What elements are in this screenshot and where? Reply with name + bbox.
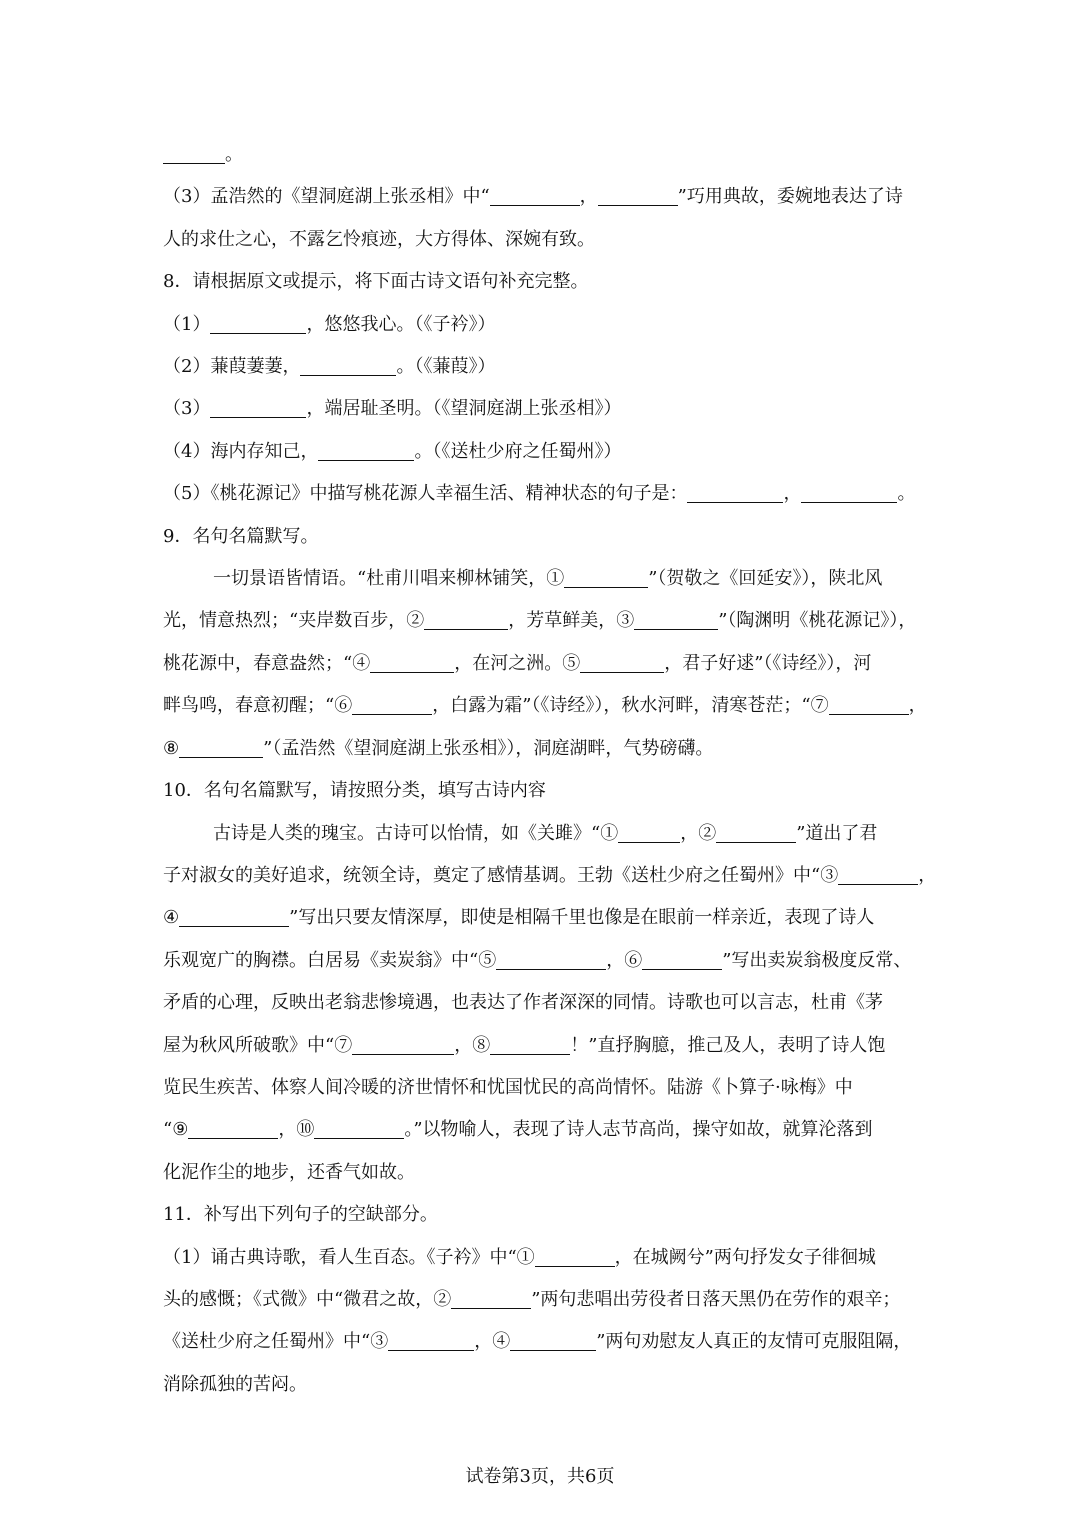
blank[interactable] [163, 143, 225, 164]
blank[interactable] [687, 482, 783, 503]
blank[interactable] [352, 1034, 454, 1055]
q11-title: 11．补写出下列句子的空缺部分。 [163, 1204, 438, 1226]
q7-3: （3）孟浩然的《望洞庭湖上张丞相》中“ ， ”巧用典故，委婉地表达了诗 [163, 186, 903, 208]
blank[interactable] [535, 1246, 615, 1267]
q10-p2: 子对淑女的美好追求，统领全诗，奠定了感情基调。王勃《送杜少府之任蜀州》中“③ ， [163, 864, 937, 886]
blank[interactable] [634, 609, 718, 630]
q9-p1: 一切景语皆情语。“杜甫川唱来柳林铺笑，① ”（贺敬之《回延安》），陕北风 [213, 568, 883, 590]
blank[interactable] [642, 949, 722, 970]
blank[interactable] [829, 694, 909, 715]
q8-4: （4）海内存知己， 。（《送杜少府之任蜀州》） [163, 440, 622, 462]
q10-p1: 古诗是人类的瑰宝。古诗可以怡情，如《关雎》“① ，② ”道出了君 [213, 822, 878, 844]
q10-title: 10．名句名篇默写，请按照分类，填写古诗内容 [163, 780, 546, 802]
blank[interactable] [564, 567, 648, 588]
q9-p5: ⑧ ”（孟浩然《望洞庭湖上张丞相》），洞庭湖畔，气势磅礴。 [163, 737, 714, 759]
blank[interactable] [451, 1288, 531, 1309]
blank[interactable] [314, 1118, 404, 1139]
q8-5: （5）《桃花源记》中描写桃花源人幸福生活、精神状态的句子是： ， 。 [163, 483, 916, 505]
blank[interactable] [188, 1118, 278, 1139]
blank[interactable] [801, 482, 897, 503]
q8-3: （3） ，端居耻圣明。（《望洞庭湖上张丞相》） [163, 398, 622, 420]
q11-p4: 消除孤独的苦闷。 [163, 1373, 307, 1395]
q9-p3: 桃花源中，春意盎然；“④ ，在河之洲。⑤ ，君子好逑”（《诗经》），河 [163, 652, 872, 674]
q10-p3: ④ ”写出只要友情深厚，即使是相隔千里也像是在眼前一样亲近，表现了诗人 [163, 907, 875, 929]
page-footer: 试卷第3页，共6页 [465, 1466, 615, 1487]
blank[interactable] [580, 652, 664, 673]
q9-p4: 畔鸟鸣，春意初醒；“⑥ ，白露为霜”（《诗经》），秋水河畔，清寒苍茫；“⑦ ， [163, 695, 927, 717]
blank[interactable] [300, 355, 396, 376]
blank[interactable] [352, 694, 432, 715]
blank[interactable] [490, 1034, 570, 1055]
blank[interactable] [179, 737, 263, 758]
q8-1: （1） ，悠悠我心。（《子衿》） [163, 313, 496, 335]
blank[interactable] [424, 609, 508, 630]
q8-title: 8．请根据原文或提示，将下面古诗文语句补充完整。 [163, 271, 589, 293]
q10-p8: “⑨ ，⑩ 。”以物喻人，表现了诗人志节高尚，操守如故，就算沦落到 [163, 1119, 873, 1141]
blank[interactable] [838, 864, 918, 885]
q11-p2: 头的感慨；《式微》中“微君之故，② ”两句悲唱出劳役者日落天黑仍在劳作的艰辛； [163, 1288, 901, 1310]
q10-p5: 矛盾的心理，反映出老翁悲惨境遇，也表达了作者深深的同情。诗歌也可以言志，杜甫《茅 [163, 992, 883, 1014]
q10-p9: 化泥作尘的地步，还香气如故。 [163, 1161, 415, 1183]
blank[interactable] [179, 906, 289, 927]
page-content [163, 134, 937, 1406]
q9-p2: 光，情意热烈；“夹岸数百步，② ，芳草鲜美，③ ”（陶渊明《桃花源记》）， [163, 610, 917, 632]
q11-p3: 《送杜少府之任蜀州》中“③ ，④ ”两句劝慰友人真正的友情可克服阻隔， [163, 1331, 912, 1353]
blank[interactable] [210, 313, 306, 334]
q10-p7: 览民生疾苦、体察人间冷暖的济世情怀和忧国忧民的高尚情怀。陆游《卜算子·咏梅》中 [163, 1076, 853, 1098]
blank[interactable] [510, 1330, 596, 1351]
blank[interactable] [388, 1330, 474, 1351]
q11-p1: （1）诵古典诗歌，看人生百态。《子衿》中“① ，在城阙兮”两句抒发女子徘徊城 [163, 1246, 876, 1268]
blank[interactable] [496, 949, 606, 970]
q7-3-cont: 人的求仕之心，不露乞怜痕迹，大方得体、深婉有致。 [163, 228, 595, 250]
blank[interactable] [618, 822, 680, 843]
blank[interactable] [716, 822, 796, 843]
q8-2: （2）蒹葭萋萋， 。（《蒹葭》） [163, 356, 496, 378]
blank[interactable] [598, 185, 678, 206]
blank[interactable] [210, 397, 306, 418]
blank[interactable] [370, 652, 454, 673]
q10-p6: 屋为秋风所破歌》中“⑦ ，⑧ ！”直抒胸臆，推己及人，表明了诗人饱 [163, 1034, 886, 1056]
blank[interactable] [490, 185, 580, 206]
q9-title: 9．名句名篇默写。 [163, 525, 319, 547]
line-continuation: 。 [163, 134, 918, 176]
blank[interactable] [318, 440, 414, 461]
q10-p4: 乐观宽广的胸襟。白居易《卖炭翁》中“⑤ ，⑥ ”写出卖炭翁极度反常、 [163, 949, 912, 971]
